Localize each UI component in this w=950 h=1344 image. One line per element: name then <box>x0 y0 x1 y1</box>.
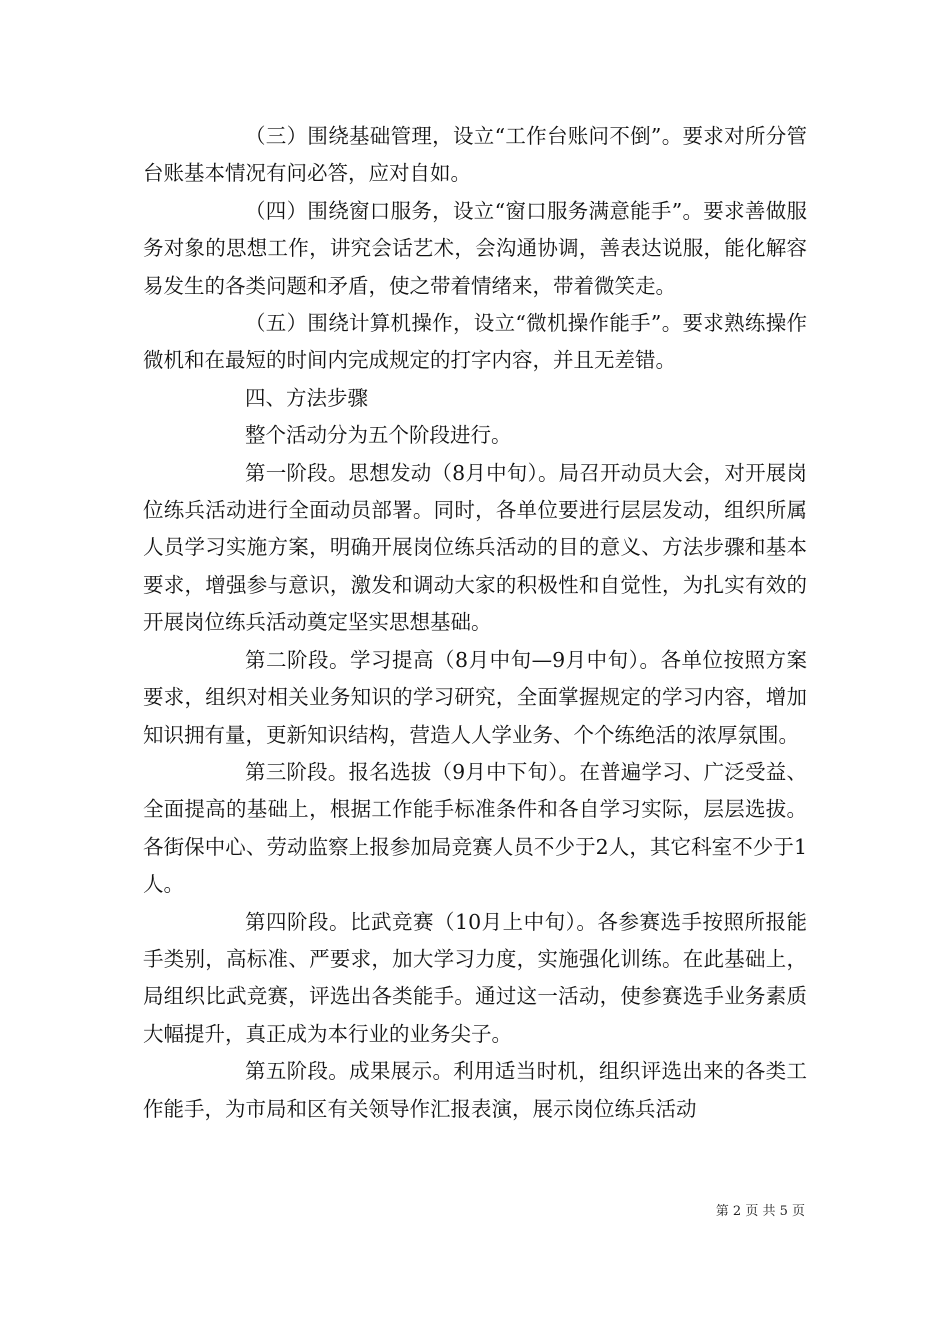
paragraph-stage-2: 第二阶段。学习提高（8月中旬—9月中旬）。各单位按照方案要求，组织对相关业务知识的学习研究，全面掌握规定的学习内容，增加知识拥有量，更新知识结构，营造人人学业务、个个练绝活的浓厚氛围。 <box>143 647 807 747</box>
paragraph-stages-intro: 整个活动分为五个阶段进行。 <box>245 423 512 448</box>
document-body <box>143 118 807 1128</box>
paragraph-stage-1: 第一阶段。思想发动（8月中旬）。局召开动员大会，对开展岗位练兵活动进行全面动员部署。同时，各单位要进行层层发动，组织所属人员学习实施方案，明确开展岗位练兵活动的目的意义、方法步骤和基本要求，增强参与意识，激发和调动大家的积极性和自觉性，为扎实有效的开展岗位练兵活动奠定坚实思想基础。 <box>143 460 807 635</box>
paragraph-stage-3: 第三阶段。报名选拔（9月中下旬）。在普遍学习、广泛受益、全面提高的基础上，根据工作能手标准条件和各自学习实际，层层选拔。各街保中心、劳动监察上报参加局竞赛人员不少于2人，其它科室不少于1人。 <box>143 759 807 897</box>
paragraph-section-4: （四）围绕窗口服务，设立“窗口服务满意能手”。要求善做服务对象的思想工作，讲究会话艺术，会沟通协调，善表达说服，能化解容易发生的各类问题和矛盾，使之带着情绪来，带着微笑走。 <box>143 198 807 298</box>
paragraph-stage-5: 第五阶段。成果展示。利用适当时机，组织评选出来的各类工作能手，为市局和区有关领导作汇报表演，展示岗位练兵活动 <box>143 1059 807 1121</box>
section-heading-methods: 四、方法步骤 <box>245 385 368 410</box>
paragraph-section-3: （三）围绕基础管理，设立“工作台账问不倒”。要求对所分管台账基本情况有问必答，应对自如。 <box>143 124 807 186</box>
page-number-footer: 第 2 页 共 5 页 <box>715 1204 805 1219</box>
paragraph-stage-4: 第四阶段。比武竞赛（10月上中旬）。各参赛选手按照所报能手类别，高标准、严要求，加大学习力度，实施强化训练。在此基础上，局组织比武竞赛，评选出各类能手。通过这一活动，使参赛选手业务素质大幅提升，真正成为本行业的业务尖子。 <box>143 909 807 1046</box>
paragraph-section-5: （五）围绕计算机操作，设立“微机操作能手”。要求熟练操作微机和在最短的时间内完成规定的打字内容，并且无差错。 <box>143 311 807 373</box>
